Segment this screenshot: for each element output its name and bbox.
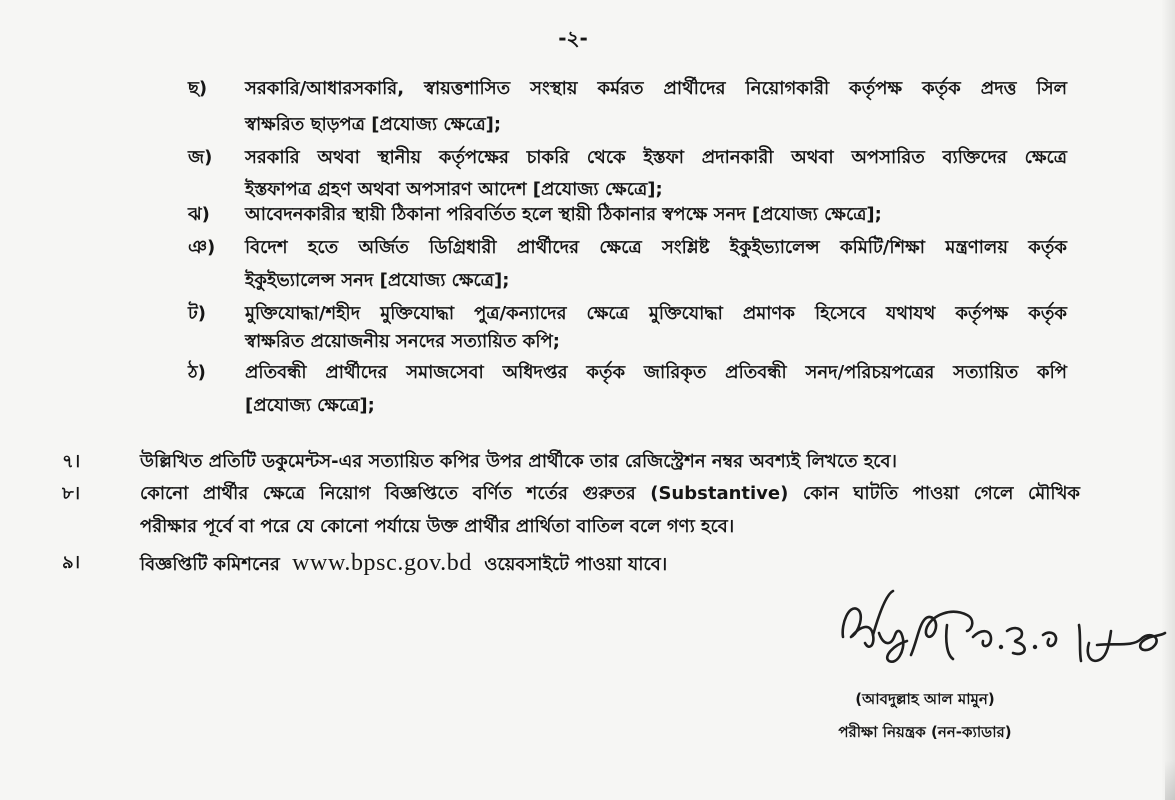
- sub-item-text-line: বিদেশ হতে অর্জিত ডিগ্রিধারী প্রার্থীদের ক্ষেত্রে সংশ্লিষ্ট ইকুইভ্যালেন্স কমিটি/শিক্ষা মন্ত্রণালয় কর্তৃক: [245, 237, 1067, 258]
- website-note-prefix: বিজ্ঞপ্তিটি কমিশনের: [140, 554, 280, 575]
- sub-item-text-line: সরকারি অথবা স্থানীয় কর্তৃপক্ষের চাকরি থেকে ইস্তফা প্রদানকারী অথবা অপসারিত ব্যক্তিদের ক্ষেত্রে: [245, 147, 1067, 168]
- website-address: www.bpsc.gov.bd: [292, 550, 472, 576]
- item-text-line: [140, 547, 1080, 579]
- item-number: ৭।: [62, 451, 81, 472]
- sub-item-text-line: স্বাক্ষরিত প্রয়োজনীয় সনদের সত্যায়িত কপি;: [245, 331, 560, 352]
- sub-item-label: জ): [188, 147, 213, 168]
- handwritten-signature: [835, 585, 1170, 690]
- sub-item-text-line: মুক্তিযোদ্ধা/শহীদ মুক্তিযোদ্ধা পুত্র/কন্যাদের ক্ষেত্রে মুক্তিযোদ্ধা প্রমাণক হিসেবে যথাযথ কর্তৃপক্ষ কর্তৃক: [245, 303, 1067, 324]
- item-text-line: উল্লিখিত প্রতিটি ডকুমেন্টস-এর সত্যায়িত কপির উপর প্রার্থীকে তার রেজিস্ট্রেশন নম্বর অবশ্যই লিখতে হবে।: [140, 451, 897, 472]
- item-number: ৮।: [62, 483, 81, 504]
- page-number: -২-: [558, 26, 588, 50]
- sub-item-label: ট): [188, 303, 207, 324]
- sub-item-label: ঝ): [188, 204, 210, 225]
- sub-item-text-line: প্রতিবন্ধী প্রার্থীদের সমাজসেবা অধিদপ্তর কর্তৃক জারিকৃত প্রতিবন্ধী সনদ/পরিচয়পত্রের সত্যায়িত কপি: [245, 362, 1067, 383]
- sub-item-text-line: ইকুইভ্যালেন্স সনদ [প্রযোজ্য ক্ষেত্রে];: [245, 270, 510, 291]
- signatory-name: (আবদুল্লাহ আল মামুন): [855, 690, 995, 708]
- item-text-line: কোনো প্রার্থীর ক্ষেত্রে নিয়োগ বিজ্ঞপ্তিতে বর্ণিত শর্তের গুরুতর (Substantive) কোন ঘাটতি পাওয়া গেলে মৌখিক: [140, 483, 1080, 504]
- sub-item-text-line: ইস্তফাপত্র গ্রহণ অথবা অপসারণ আদেশ [প্রযোজ্য ক্ষেত্রে];: [245, 179, 663, 200]
- scan-corner-mark: [1165, 760, 1175, 800]
- item-text-line: পরীক্ষার পূর্বে বা পরে যে কোনো পর্যায়ে উক্ত প্রার্থীর প্রার্থিতা বাতিল বলে গণ্য হবে।: [140, 516, 735, 537]
- website-note-suffix: ওয়েবসাইটে পাওয়া যাবে।: [484, 554, 668, 575]
- sub-item-text-line: স্বাক্ষরিত ছাড়পত্র [প্রযোজ্য ক্ষেত্রে];: [245, 114, 502, 135]
- sub-item-text-line: সরকারি/আধারসকারি, স্বায়ত্তশাসিত সংস্থায় কর্মরত প্রার্থীদের নিয়োগকারী কর্তৃপক্ষ কর্তৃক প্রদত্ত সিল: [245, 78, 1067, 99]
- sub-item-text-line: আবেদনকারীর স্থায়ী ঠিকানা পরিবর্তিত হলে স্থায়ী ঠিকানার স্বপক্ষে সনদ [প্রযোজ্য ক্ষেত্রে];: [245, 204, 882, 225]
- signatory-designation: পরীক্ষা নিয়ন্ত্রক (নন-ক্যাডার): [838, 723, 1012, 741]
- sub-item-label: ছ): [188, 78, 208, 99]
- sub-item-label: ঞ): [188, 237, 216, 258]
- sub-item-text-line: [প্রযোজ্য ক্ষেত্রে];: [245, 395, 375, 416]
- sub-item-label: ঠ): [188, 362, 206, 383]
- item-number: ৯।: [62, 552, 81, 573]
